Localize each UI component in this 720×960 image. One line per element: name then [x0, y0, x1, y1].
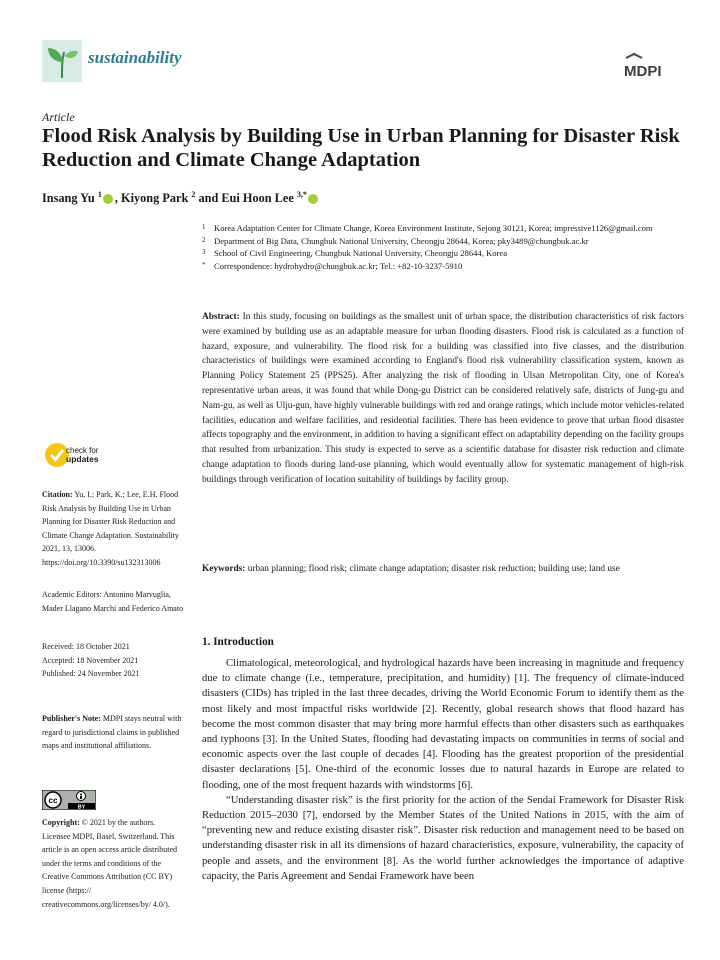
paper-title: Flood Risk Analysis by Building Use in Urban Planning for Disaster Risk Reduction and Climate Change Adaptation — [42, 125, 680, 171]
cc-by-license-icon[interactable] — [42, 790, 96, 810]
body-paragraph: “Understanding disaster risk” is the first priority for the action of the Sendai Framework for Disaster Risk Reduction 2015–2030 [7], endorsed by the Member States of the United Nations in 2015, with the aim of “preventing new and reduce existing disaster risk”. Disaster risk reduction and management need to be based on understanding disaster risk in all its dimensions of hazard characteristics, exposure, vulnerability, the capacity of people and assets, and the environment [8]. As the world further acknowledges the importance of adaptive capacity, the Paris Agreement and Sendai Framework have been — [202, 794, 684, 882]
by-label: BY — [77, 804, 86, 810]
publisher-note-label: Publisher's Note: — [42, 714, 101, 723]
affiliation-item — [202, 222, 682, 235]
article-type: Article — [42, 110, 75, 124]
publisher-name: MDPI — [624, 63, 662, 80]
check-for-updates-line2: updates — [66, 454, 99, 464]
author-separator: and — [198, 191, 219, 206]
dates — [42, 640, 184, 681]
abstract-label: Abstract: — [202, 312, 240, 322]
abstract — [202, 310, 684, 488]
abstract-text: In this study, focusing on buildings as the smallest unit of urban space, the distribution characteristics of risk factors were examined by building use as an adaptable measure for urban flooding disasters. Flood risk is calculated as a function of hazard, exposure, and vulnerability. The flood risk for a building was classified into five classes, and the distribution characteristics of buildings were examined according to England's flood risk vulnerability classification system, known as Planning Policy Statement 25 (PPS25). After analyzing the risk of flooding in Ulsan Metropolitan City, one of Korea's representative urban areas, it was found that while Dong-gu District can be considered relatively safe, districts of Jung-gu and Nam-gu, as well as Ulju-gun, have highly vulnerable buildings with red and orange ratings, which include motor vehicles-related facilities, education and welfare facilities, and residential facilities. There has been evidence to prove that urban flood disaster affects topography and the environment, in addition to having a significant effect on adaptability depending on the facility groups that resulted from urbanization. This study is expected to serve as a scientific database for disaster risk reduction and climate change adaptation to floods during land-use planning, which would eventually allow for systematic management of high-risk buildings through verification of location suitability of buildings by facility group. — [202, 312, 684, 485]
accepted-date: Accepted: 18 November 2021 — [42, 655, 139, 665]
keywords-text: urban planning; flood risk; climate change adaptation; disaster risk reduction; building use; land use — [247, 564, 620, 574]
body-paragraph: Climatological, meteorological, and hydrological hazards have been increasing in magnitude and frequency due to climate change (i.e., temperature, precipitation, and humidity) [1]. The frequency of climate-induced disasters (CIDs) has tripled in the last three decades, driving the World Economic Forum to identify them as the most likely and most impactful risks worldwide [2]. Recently, global research shows that flood hazard has become the most common disaster that may bring more harmful effects than other disasters such as earthquakes and typhoons [3]. In the United States, flooding had devastating impacts on communities in terms of social and economic aspects over the last couple of decades [4]. Flooding has the greatest proportion of the presidential disaster declarations [5]. One-third of the economic losses due to natural hazards in Europe are related to flooding, one of the most frequent hazards with windstorms [6]. — [202, 658, 684, 791]
publisher-note — [42, 712, 184, 753]
editors-text: Antonino Marvuglia, Mader Llagano Marchi and Federico Amato — [42, 590, 184, 613]
author-name: Kiyong Park — [121, 191, 189, 206]
mdpi-logo-icon — [622, 52, 684, 82]
affiliation-item — [202, 235, 682, 248]
author-affil-marker: 2 — [191, 190, 196, 199]
published-date: Published: 24 November 2021 — [42, 669, 140, 679]
check-for-updates-label[interactable] — [66, 446, 99, 464]
correspondence-text: Correspondence: hydrohydro@chungbuk.ac.kr; Tel.: +82-10-3237-5910 — [214, 260, 463, 271]
copyright-text: © 2021 by the authors. Licensee MDPI, Basel, Switzerland. This article is an open access article distributed under the terms and conditions of the Creative Commons Attribution (CC BY) license (https:// creativecommons.org/licenses/by/ 4.0/). — [42, 818, 178, 909]
affiliation-text: School of Civil Engineering, Chungbuk National University, Cheongju 28644, Korea — [214, 248, 508, 258]
affiliation-number: * — [202, 260, 206, 269]
citation-label: Citation: — [42, 490, 73, 499]
affiliation-text: Korea Adaptation Center for Climate Change, Korea Environment Institute, Sejong 30121, Korea; impressive1126@gmail.com — [214, 223, 653, 233]
affiliation-item — [202, 260, 682, 273]
check-for-updates-line1: check for — [66, 446, 99, 455]
affiliation-number: 3 — [202, 248, 206, 256]
author-separator: , — [114, 191, 118, 206]
citation — [42, 488, 184, 570]
section-heading: 1. Introduction — [202, 636, 274, 648]
journal-name: sustainability — [88, 48, 182, 67]
keywords-label: Keywords: — [202, 564, 246, 574]
author-name: Insang Yu — [42, 191, 95, 206]
orcid-icon[interactable] — [308, 194, 318, 204]
author-name: Eui Hoon Lee — [221, 191, 294, 206]
affiliations — [202, 222, 682, 272]
affiliation-text: Department of Big Data, Chungbuk National University, Cheongju 28644, Korea; pky3489@chungbuk.ac.kr — [214, 235, 589, 246]
cc-label: cc — [48, 796, 58, 805]
keywords — [202, 562, 684, 577]
affiliation-item — [202, 247, 682, 260]
copyright — [42, 816, 184, 911]
citation-text: Yu, I.; Park, K.; Lee, E.H. Flood Risk Analysis by Building Use in Urban Planning for Disaster Risk Reduction and Climate Change Adaptation. Sustainability 2021, 13, 13006. https://doi.org/10.3390/su132313006 — [42, 490, 179, 567]
author-affil-marker: 3,* — [296, 190, 307, 199]
author-list — [42, 190, 320, 206]
publisher-note-text: MDPI stays neutral with regard to jurisdictional claims in published maps and institutional affiliations. — [42, 714, 182, 751]
body-text — [202, 656, 684, 884]
affiliation-number: 1 — [202, 223, 206, 231]
received-date: Received: 18 October 2021 — [42, 642, 130, 651]
copyright-label: Copyright: — [42, 818, 80, 827]
affiliation-number: 2 — [202, 235, 206, 244]
author-affil-marker: 1 — [97, 190, 102, 199]
journal-logo-icon — [42, 40, 82, 82]
editors-label: Academic Editors: — [42, 590, 102, 599]
orcid-icon[interactable] — [103, 194, 113, 204]
academic-editors — [42, 588, 184, 615]
